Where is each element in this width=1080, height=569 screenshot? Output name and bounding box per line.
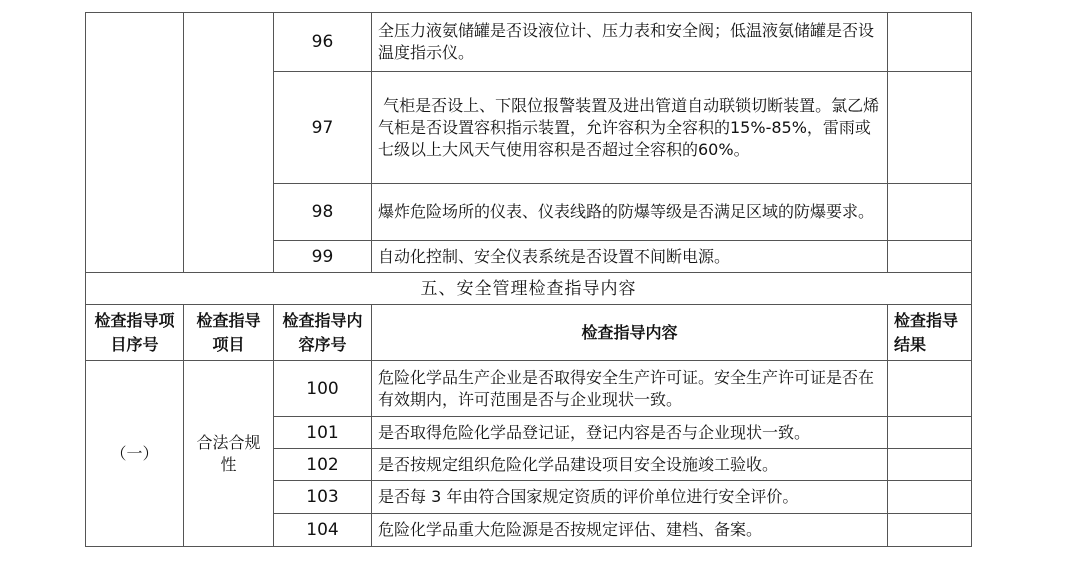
header-item: 检查指导项目 [184,305,274,361]
header-content: 检查指导内容 [372,305,888,361]
content-cell: 全压力液氨储罐是否设液位计、压力表和安全阀；低温液氨储罐是否设温度指示仪。 [372,13,888,72]
result-cell [888,184,972,241]
content-cell: 自动化控制、安全仪表系统是否设置不间断电源。 [372,241,888,273]
result-cell [888,13,972,72]
header-row [86,305,972,361]
result-cell [888,514,972,547]
table-row [86,361,972,417]
group-name-cell: 合法合规性 [184,361,274,547]
section-row [86,273,972,305]
header-result: 检查指导结果 [888,305,972,361]
content-no-cell: 97 [274,72,372,184]
content-cell: 是否按规定组织危险化学品建设项目安全设施竣工验收。 [372,449,888,481]
content-cell: 危险化学品重大危险源是否按规定评估、建档、备案。 [372,514,888,547]
result-cell [888,417,972,449]
content-no-cell: 96 [274,13,372,72]
content-no-cell: 98 [274,184,372,241]
content-no-cell: 103 [274,481,372,514]
result-cell [888,449,972,481]
result-cell [888,241,972,273]
empty-item-no-cell [86,13,184,273]
group-no-cell: （一） [86,361,184,547]
header-content-no: 检查指导内容序号 [274,305,372,361]
inspection-table [85,12,972,547]
content-no-cell: 100 [274,361,372,417]
content-cell: 是否取得危险化学品登记证，登记内容是否与企业现状一致。 [372,417,888,449]
content-cell [372,72,888,184]
result-cell [888,361,972,417]
content-cell: 危险化学品生产企业是否取得安全生产许可证。安全生产许可证是否在有效期内，许可范围是否与企业现状一致。 [372,361,888,417]
result-cell [888,481,972,514]
content-text: 气柜是否设上、下限位报警装置及进出管道自动联锁切断装置。氯乙烯气柜是否设置容积指示装置，允许容积为全容积的15%-85%，雷雨或七级以上大风天气使用容积是否超过全容积的60%。 [378,95,880,159]
result-cell [888,72,972,184]
empty-item-cell [184,13,274,273]
content-cell: 爆炸危险场所的仪表、仪表线路的防爆等级是否满足区域的防爆要求。 [372,184,888,241]
table-row [86,13,972,72]
content-cell: 是否每 3 年由符合国家规定资质的评价单位进行安全评价。 [372,481,888,514]
content-no-cell: 104 [274,514,372,547]
header-item-no: 检查指导项目序号 [86,305,184,361]
content-no-cell: 99 [274,241,372,273]
section-title: 五、安全管理检查指导内容 [86,273,972,305]
content-no-cell: 101 [274,417,372,449]
content-no-cell: 102 [274,449,372,481]
